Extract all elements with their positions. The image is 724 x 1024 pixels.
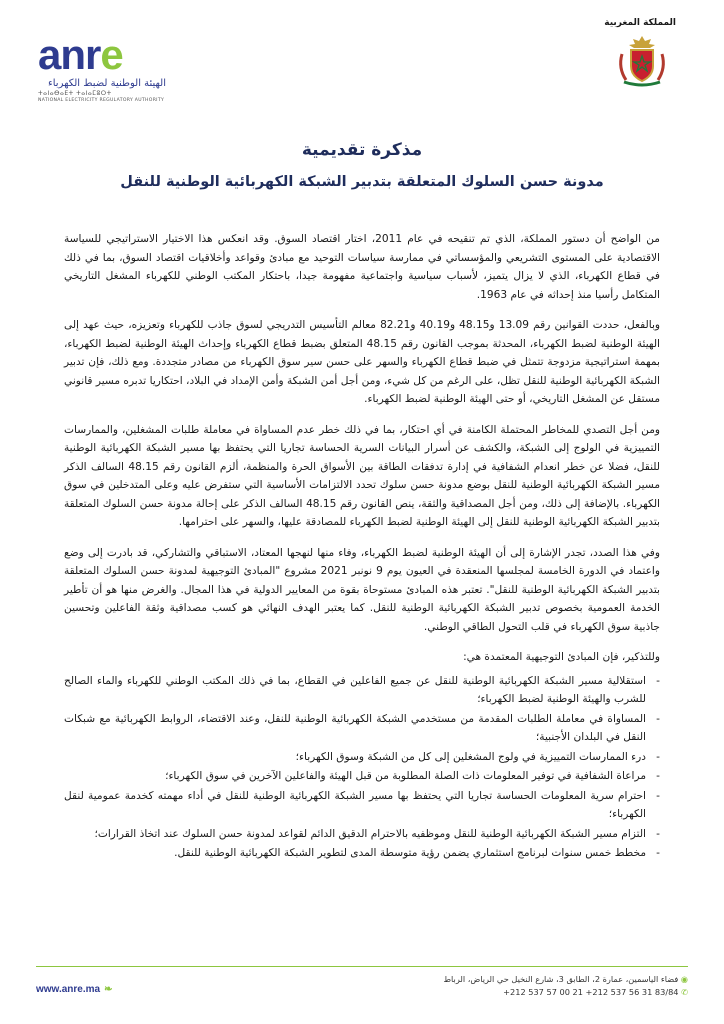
leaf-icon: ❧ [104, 984, 113, 995]
principles-list [64, 672, 660, 863]
list-item: - استقلالية مسير الشبكة الكهربائية الوطنية للنقل عن جميع الفاعلين في القطاع، بما في ذلك المكتب الوطني للكهرباء والماء الصالح للشرب والهيئة الوطنية لضبط الكهرباء؛ [64, 674, 660, 705]
paragraph-3: ومن أجل التصدي للمخاطر المحتملة الكامنة في أي احتكار، بما في ذلك خطر عدم المساواة في معاملة طلبات المشغلين، والممارسات التمييزية في الولوج إلى الشبكة، والكشف عن أسرار البيانات السرية الحساسة تجاريا التي يحتفظ بها مسير الشبكة الكهربائية الوطنية للنقل، فضلا عن خطر انعدام الشفافية في إدارة تدفقات الطاقة بين الأسواق الحرة والمنظمة، ألزم القانون رقم 48.15 السالف الذكر مسير الشبكة الكهربائية الوطنية للنقل بوضع مدونة حسن سلوك تحدد الالتزامات الأساسية التي ستفرض عليه وعلى المتدخلين في سوق الكهرباء. بالإضافة إلى ذلك، ومن أجل المصداقية والثقة، ينص القانون رقم 48.15 السالف الذكر على إحالة مدونة حسن السلوك المتعلقة بتدبير الشبكة الكهربائية الوطنية للنقل إلى الهيئة الوطنية لضبط الكهرباء للمصادقة عليها، والسهر على احترامها. [64, 423, 661, 528]
list-item: - مراعاة الشفافية في توفير المعلومات ذات الصلة المطلوبة من قبل الهيئة والفاعلين الآخرين في سوق الكهرباء؛ [165, 770, 660, 782]
royal-coat-of-arms-icon [614, 34, 670, 90]
paragraph-1: من الواضح أن دستور المملكة، الذي تم تنقيحه في عام 2011، اختار اقتصاد السوق. وقد انعكس هذا الاختيار الاستراتيجي للسياسة الاقتصادية على المستوى التشريعي والمؤسساتي في ممارسة سياسات التوحيد مع مبادئ وقواعد وأخلاقيات اقتصاد السوق، بما في ذلك في قطاع الكهرباء، الذي لا يزال يتميز، لأسباب سياسية واجتماعية مفهومة جيدا، باحتكار المكتب الوطني للكهرباء المشغل التاريخي المتكامل رأسيا منذ إحداثه في عام 1963. [64, 233, 660, 301]
footer-website[interactable] [36, 984, 113, 995]
footer-address-block [443, 973, 688, 999]
phone-icon: ✆ [681, 987, 688, 997]
anre-logo [38, 31, 178, 103]
footer-address: ◉ فضاء الياسمين، عمارة 2، الطابق 3، شارع النخيل حي الرياض، الرباط [443, 974, 688, 984]
website-link[interactable]: www.anre.ma [36, 984, 101, 995]
anre-logo-mark: anre [38, 31, 123, 78]
kingdom-label: المملكة المغربية [604, 18, 676, 28]
document-title: مذكرة تقديمية [301, 140, 423, 160]
location-pin-icon: ◉ [680, 974, 688, 984]
list-intro: وللتذكير، فإن المبادئ التوجيهية المعتمدة هي: [463, 651, 660, 663]
list-item: - احترام سرية المعلومات الحساسة تجاريا التي يحتفظ بها مسير الشبكة الكهربائية الوطنية للنقل في أداء مهمته كخدمة عمومية لنقل الكهرباء؛ [64, 789, 660, 820]
list-item: - درء الممارسات التمييزية في ولوج المشغلين إلى كل من الشبكة وسوق الكهرباء؛ [295, 750, 660, 763]
list-item: - المساواة في معاملة الطلبات المقدمة من مستخدمي الشبكة الكهربائية الوطنية للنقل، وعند الاقتضاء، الروابط الكهربائية مع شبكات النقل في البلدان الأجنبية؛ [64, 712, 660, 743]
document-body [64, 230, 660, 864]
list-item: - التزام مسير الشبكة الكهربائية الوطنية للنقل وموظفيه بالاحترام الدقيق الدائم لقواعد لمدونة حسن السلوك عند اتخاذ القرارات؛ [94, 827, 660, 840]
document-subtitle: مدونة حسن السلوك المتعلقة بتدبير الشبكة الكهربائية الوطنية للنقل [120, 174, 604, 190]
logo-english-name: NATIONAL ELECTRICITY REGULATORY AUTHORITY [38, 98, 165, 103]
paragraph-2: وبالفعل، حددت القوانين رقم 13.09 و48.15 و40.19 و82.21 معالم التأسيس التدريجي لسوق جاذب للكهرباء وتعزيزه، حيث عهد إلى الهيئة الوطنية لضبط الكهرباء، المحدثة بموجب القانون رقم 48.15 المتعلق بضبط قطاع الكهرباء وإحداث الهيئة الوطنية لضبط الكهرباء، بمهمة استراتيجية مزدوجة تتمثل في ضبط قطاع الكهرباء والسهر على حسن سير سوق الكهرباء من مصادر متجددة. ومع ذلك، فإن تدبير الشبكة الكهربائية الوطنية للنقل تظل، على الرغم من كل شيء، ومن أجل أمن الشبكة وأمن الإمداد في البلاد، احتكاريا تدبره مسير قانوني مستقل عن المشغل التاريخي، أو حتى الهيئة الوطنية لضبط الكهرباء. [64, 319, 661, 405]
logo-tifinagh-name: ⵜⴰⵏⴰⴱⴰⴹⵜ ⵜⴰⵏⴰⵎⵓⵔⵜ [38, 90, 112, 97]
paragraph-4: وفي هذا الصدد، تجدر الإشارة إلى أن الهيئة الوطنية لضبط الكهرباء، وفاء منها لنهجها المعتاد، الاستباقي والتشاركي، قد بادرت إلى وضع واعتماد في الدورة الخامسة لمجلسها المنعقدة في العيون يوم 9 نونبر 2021 مشروع "المبادئ التوجيهية لمدونة حسن السلوك المتعلقة بتدبير الشبكة الكهربائية الوطنية للنقل". تعتبر هذه المبادئ مستوحاة بقوة من المعايير الدولية في هذا المجال. والغرض منها هو أن تأطير الخدمة العمومية بخصوص تدبير الشبكة الكهربائية الوطنية للنقل. كما يعتبر الهدف النهائي هو كسب مصداقية وثقة الفاعلين وتحسين جاذبية سوق الكهرباء في قلب التحول الطاقي الوطني. [64, 546, 660, 633]
footer-divider [36, 966, 688, 967]
footer-phones: ✆ +212 537 57 00 21 +212 537 56 31 83/84 [503, 987, 688, 997]
list-item: - مخطط خمس سنوات لبرنامج استثماري يضمن رؤية متوسطة المدى لتطوير الشبكة الكهربائية الوطنية للنقل. [174, 847, 660, 859]
logo-arabic-name: الهيئة الوطنية لضبط الكهرباء [48, 78, 166, 89]
